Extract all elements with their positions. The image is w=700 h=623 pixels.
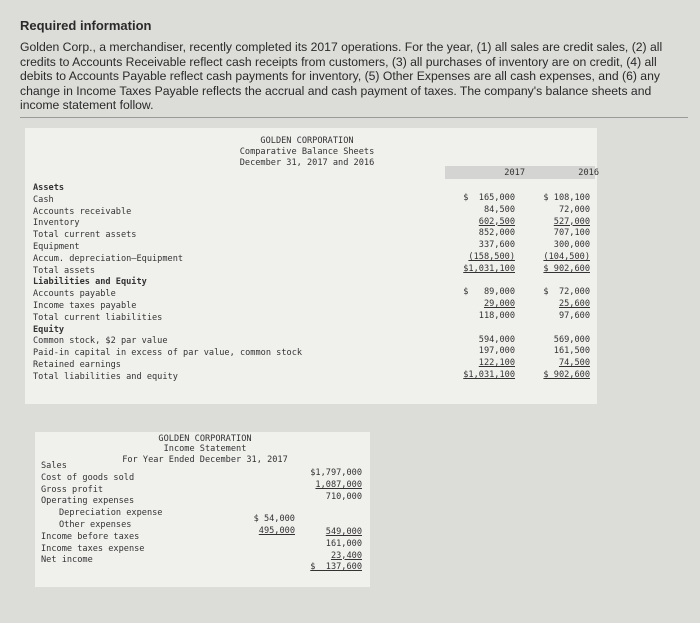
other-expenses-label: Other expenses [59,519,132,530]
row-label: Inventory [33,218,80,229]
cell-2017: 852,000 [478,228,515,239]
row-label: Accounts receivable [33,206,132,217]
row-label: Common stock, $2 par value [33,336,168,347]
cell-2017: 84,500 [483,204,515,215]
cell-2017: (158,500) [468,251,515,262]
bs-title: Comparative Balance Sheets [239,147,375,157]
cell-2017: $ 89,000 [463,287,515,298]
bs-date: December 31, 2017 and 2016 [239,158,375,168]
net-income-value: $ 137,600 [310,562,362,573]
opex-label: Operating expenses [41,496,135,507]
net-income-label: Net income [41,555,93,566]
cell-2016: 97,600 [558,310,590,321]
cell-2016: $ 72,000 [543,287,590,298]
gross-profit-label: Gross profit [41,484,104,495]
spacer [282,503,362,515]
problem-description: Golden Corp., a merchandiser, recently completed its 2017 operations. For the year, (1) all sales are credit sales, (2) all credits to Accounts Receivable reflect cash receipts from customers, (3) all purchases of inventory are on credit, (4) all debits to Accounts Payable reflect cash payments for inventory, (5) Other Expenses are all cash expenses, and (6) any change in Income Taxes Payable reflects the accrual and cash payment of taxes. The company's balance sheets and income statement follow. [20,40,688,118]
gross-profit-value: 710,000 [325,491,362,502]
cell-2016: 72,000 [558,204,590,215]
sales-value: $1,797,000 [310,468,362,478]
cell-2016: 707,100 [553,228,590,239]
row-label: Equipment [33,241,80,252]
year-2016-header: 2016 [578,168,599,178]
row-label: Accum. depreciation—Equipment [33,253,184,264]
tax-expense-label: Income taxes expense [41,543,145,554]
cell-2017: 197,000 [478,346,515,357]
cell-2016: 74,500 [558,358,590,369]
cell-2016: (104,500) [543,251,590,262]
cell-2017: $1,031,100 [463,369,515,380]
balance-sheet-table [25,128,597,404]
row-label: Total assets [33,265,96,276]
cell-2017: 122,100 [478,358,515,369]
cell-2016 [510,276,590,288]
totals-column [282,468,362,574]
row-label: Retained earnings [33,359,121,370]
cell-2017: $1,031,100 [463,263,515,274]
income-statement-labels [41,461,241,567]
balance-sheet-title [232,136,382,169]
cell-2017: 594,000 [478,334,515,345]
cell-2017: $ 165,000 [463,193,515,203]
row-label: Liabilities and Equity [33,277,147,288]
row-label: Income taxes payable [33,300,137,311]
row-label: Accounts payable [33,289,116,300]
cell-2016: 569,000 [553,334,590,345]
cell-2017: 337,600 [478,240,515,251]
assets-header: Assets [33,183,65,193]
cell-2016: 300,000 [553,240,590,251]
spacer [282,515,362,527]
column-2016 [510,193,590,382]
cell-2016: $ 902,600 [543,369,590,380]
depreciation-label: Depreciation expense [59,508,163,519]
cogs-label: Cost of goods sold [41,472,135,483]
other-expenses-value: 495,000 [258,525,295,536]
section-heading: Required information [20,18,152,33]
cell-2016: 25,600 [558,299,590,310]
income-before-taxes-label: Income before taxes [41,531,140,542]
row-label: Total liabilities and equity [33,371,178,382]
tax-expense-value: 23,400 [330,550,362,561]
opex-total-value: 549,000 [325,526,362,537]
row-label: Total current liabilities [33,312,163,323]
cell-2016: 161,500 [553,346,590,357]
cell-2017 [435,276,515,288]
cogs-value: 1,087,000 [315,479,362,490]
income-statement-table [35,432,370,587]
row-label: Total current assets [33,230,137,241]
depreciation-value: $ 54,000 [253,514,295,524]
cell-2016: $ 108,100 [543,193,590,203]
cell-2016 [510,323,590,335]
cell-2017: 29,000 [483,299,515,310]
cell-2016: $ 902,600 [543,263,590,274]
cell-2017: 602,500 [478,216,515,227]
income-before-taxes-value: 161,000 [325,538,362,549]
cell-2017: 118,000 [478,310,515,321]
balance-sheet-labels [33,183,373,384]
row-label: Cash [33,194,54,205]
is-period: For Year Ended December 31, 2017 [122,454,288,465]
sales-label: Sales [41,461,67,471]
bs-company: GOLDEN CORPORATION [260,136,354,146]
cell-2017 [435,323,515,335]
cell-2016: 527,000 [553,216,590,227]
column-2017 [435,193,515,382]
is-company: GOLDEN CORPORATION [158,434,252,444]
year-2017-header: 2017 [504,168,525,178]
row-label: Equity [33,324,65,335]
is-title: Income Statement [163,444,247,455]
row-label: Paid-in capital in excess of par value, common stock [33,348,303,359]
